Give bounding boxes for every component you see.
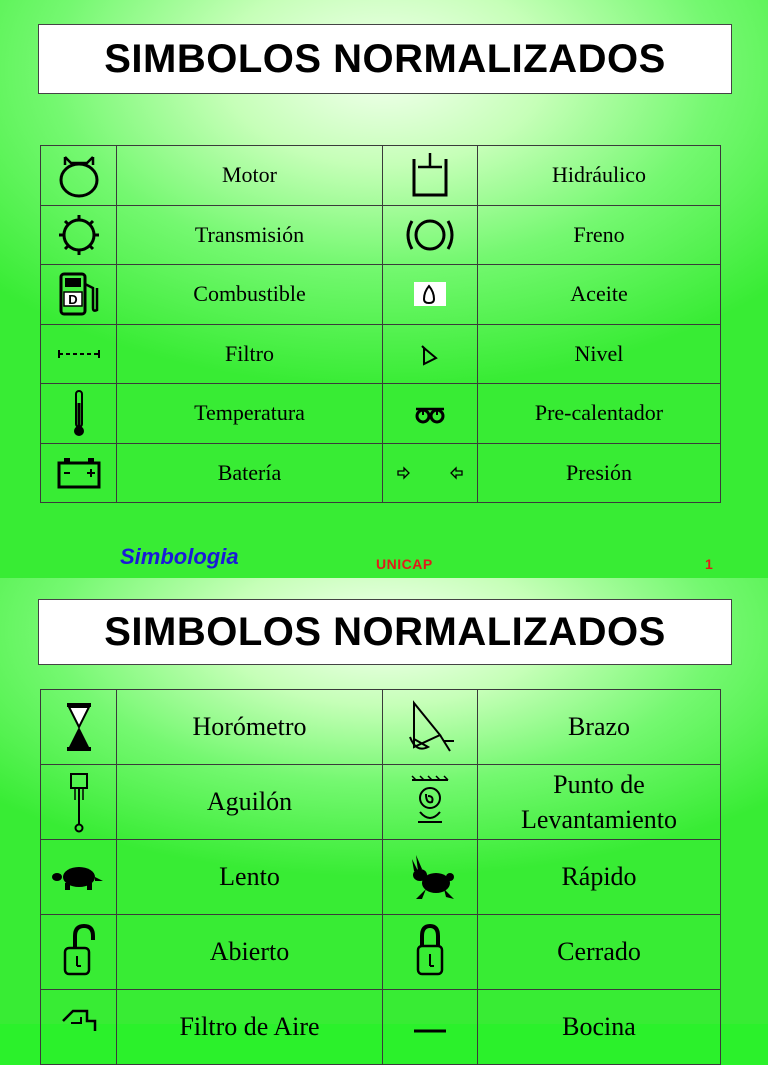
preheater-icon [402,387,458,439]
arm-icon [400,697,460,757]
table-row [41,265,721,325]
lift-point-icon [402,772,458,832]
fuel-letter: D [67,292,78,308]
unlocked-padlock-icon [51,922,107,982]
filter-icon [51,328,107,380]
table-row [41,915,721,990]
engine-icon [51,149,107,201]
label-transmision: Transmisión [117,205,383,265]
label-hidraulico: Hidráulico [478,146,721,206]
label-lento: Lento [117,840,383,915]
slide-2 [0,578,768,1042]
rabbit-icon [400,849,460,905]
locked-padlock-icon [402,922,458,982]
label-bateria: Batería [117,443,383,503]
symbols-table [40,145,721,503]
hydraulic-icon [402,149,458,201]
thermometer-icon [51,387,107,439]
transmission-icon [51,209,107,261]
level-icon [402,328,458,380]
footer-institution: UNICAP [376,556,433,572]
label-cerrado: Cerrado [478,915,721,990]
horn-icon [402,1001,458,1053]
brake-icon [402,209,458,261]
page-number: 1 [705,556,713,572]
slide-title: SIMBOLOS NORMALIZADOS [38,24,732,94]
label-brazo: Brazo [478,690,721,765]
slide-title: SIMBOLOS NORMALIZADOS [38,599,732,665]
label-aguilon: Aguilón [117,765,383,840]
table-row [41,840,721,915]
battery-icon [51,447,107,499]
label-abierto: Abierto [117,915,383,990]
table-row [41,690,721,765]
fuel-pump-icon [51,268,107,320]
symbols-table [40,689,721,1065]
table-row [41,324,721,384]
label-precalentador: Pre-calentador [478,384,721,444]
table-row [41,205,721,265]
turtle-icon [49,851,109,903]
pressure-icon [390,447,470,499]
label-rapido: Rápido [478,840,721,915]
label-filtro: Filtro [117,324,383,384]
label-bocina: Bocina [478,990,721,1065]
label-temperatura: Temperatura [117,384,383,444]
table-row [41,384,721,444]
table-row [41,990,721,1065]
label-line-2: Levantamiento [521,805,677,834]
label-presion: Presión [478,443,721,503]
boom-icon [51,770,107,834]
label-combustible: Combustible [117,265,383,325]
label-filtro-aire: Filtro de Aire [117,990,383,1065]
label-line-1: Punto de [553,769,645,799]
footer-subject: Simbologia [120,544,239,569]
label-punto-levantamiento [478,765,721,840]
table-row [41,765,721,840]
table-row [41,146,721,206]
oil-drop-icon [402,268,458,320]
label-freno: Freno [478,205,721,265]
table-row [41,443,721,503]
label-nivel: Nivel [478,324,721,384]
label-motor: Motor [117,146,383,206]
air-filter-icon [51,1001,107,1053]
hourglass-icon [51,697,107,757]
label-horometro: Horómetro [117,690,383,765]
label-aceite: Aceite [478,265,721,325]
